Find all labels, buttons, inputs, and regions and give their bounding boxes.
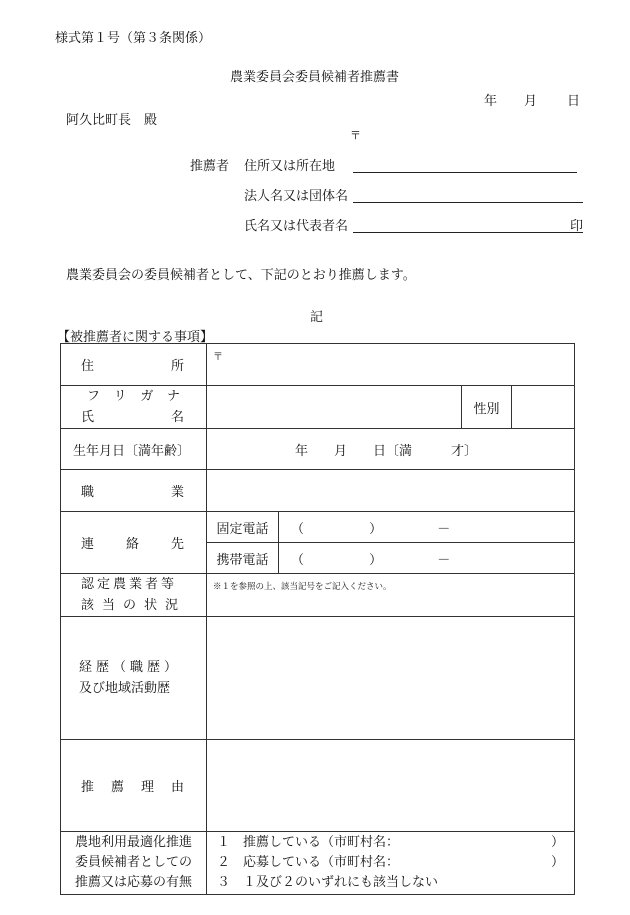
recommender-label: 推薦者: [190, 159, 230, 174]
certified-input-cell[interactable]: [207, 574, 575, 617]
promotion-input-cell[interactable]: １ 推薦している（市町村名： ） ２ 応募している（市町村名： ） ３ １及び２のいずれにも該当しない: [207, 832, 575, 895]
name-label-cell: フ リ ガ ナ 氏 名: [61, 386, 207, 429]
page-title: 農業委員会委員候補者推薦書: [230, 70, 400, 85]
gender-label-cell: 性別: [462, 386, 512, 429]
date-year: 年: [484, 94, 498, 109]
postal-mark-cell: 〒: [213, 352, 223, 363]
date-day: 日: [567, 94, 581, 109]
section-heading: 【被推薦者に関する事項】: [57, 330, 214, 345]
address-label-cell: 住 所: [61, 344, 207, 386]
career-input-cell[interactable]: [207, 617, 575, 740]
form-number: 様式第１号（第３条関係）: [55, 31, 212, 46]
promotion-label-cell: 農地利用最適化推進 委員候補者としての 推薦又は応募の有無: [61, 832, 207, 895]
row-promotion: [61, 832, 575, 895]
corp-label: 法人名又は団体名: [244, 189, 349, 204]
birth-label-cell: 生年月日〔満年齢〕: [61, 429, 207, 470]
row-birth: [61, 429, 575, 470]
addressee: 阿久比町長 殿: [66, 113, 158, 128]
occupation-label-cell: 職 業: [61, 470, 207, 512]
row-address: [61, 344, 575, 386]
address-label: 住所又は所在地: [244, 159, 336, 174]
seal-mark: 印: [570, 219, 584, 234]
landline-input-cell[interactable]: （ ） －: [279, 512, 575, 543]
promotion-option-1[interactable]: １ 推薦している（市町村名：: [217, 835, 400, 850]
career-label-cell: 経歴（職歴） 及び地域活動歴: [61, 617, 207, 740]
occupation-input-cell[interactable]: [207, 470, 575, 512]
promotion-option-3[interactable]: ３ １及び２のいずれにも該当しない: [217, 875, 439, 890]
certified-note: ※１を参照の上、該当記号をご記入ください。: [213, 582, 392, 592]
address-input-cell[interactable]: [207, 344, 575, 386]
mobile-input-cell[interactable]: （ ） －: [279, 543, 575, 574]
promotion-option-2[interactable]: ２ 応募している（市町村名：: [217, 855, 400, 870]
name-label: 氏名又は代表者名: [244, 219, 349, 234]
row-landline: [61, 512, 575, 543]
name-line[interactable]: [353, 232, 583, 233]
gender-input-cell[interactable]: [512, 386, 575, 429]
mobile-label-cell: 携帯電話: [207, 543, 279, 574]
name-input-cell[interactable]: [207, 386, 462, 429]
row-name: [61, 386, 575, 429]
statement: 農業委員会の委員候補者として、下記のとおり推薦します。: [66, 268, 416, 283]
landline-label-cell: 固定電話: [207, 512, 279, 543]
birth-input-cell[interactable]: 年 月 日〔満 才〕: [207, 429, 575, 470]
ki-heading: 記: [310, 310, 324, 325]
postal-mark: 〒: [350, 129, 361, 142]
row-career: [61, 617, 575, 740]
corp-line[interactable]: [353, 202, 583, 203]
candidate-table: [60, 343, 575, 895]
reason-label-cell: 推 薦 理 由: [61, 740, 207, 832]
row-reason: [61, 740, 575, 832]
certified-label-cell: 認定農業者等 該当の状況: [61, 574, 207, 617]
address-line[interactable]: [353, 172, 577, 173]
row-certified: [61, 574, 575, 617]
reason-input-cell[interactable]: [207, 740, 575, 832]
row-occupation: [61, 470, 575, 512]
contact-label-cell: 連 絡 先: [61, 512, 207, 574]
date-month: 月: [524, 94, 538, 109]
